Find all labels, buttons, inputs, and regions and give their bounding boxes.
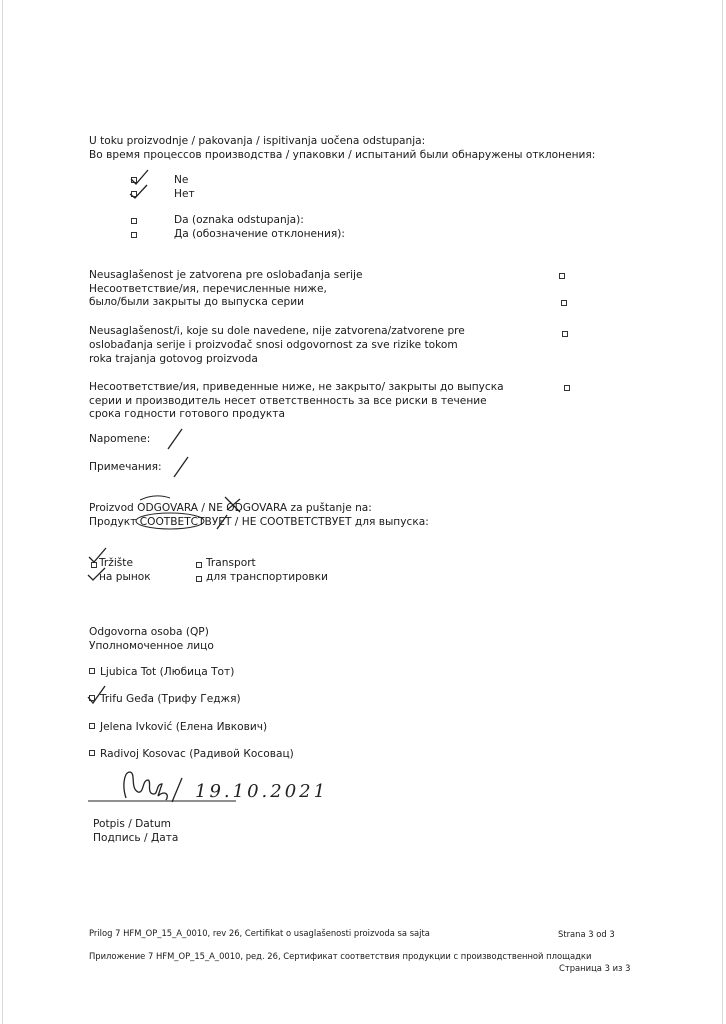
footer-page-sr: Strana 3 od 3	[558, 929, 615, 939]
checkbox-qp-person-3[interactable]	[89, 723, 95, 729]
footer-ru: Приложение 7 HFM_OP_15_A_0010, ред. 26, Сертификат соответствия продукции с производственной площадки	[89, 951, 592, 961]
deviation-no-sr: Ne	[174, 174, 189, 186]
checkbox-deviation-yes-ru[interactable]	[131, 232, 137, 238]
qp-person-2-name: Trifu Geđa (Трифу Геджя)	[100, 693, 241, 705]
nonconformity-b-sr1: Neusaglašenost/i, koje su dole navedene, nije zatvorena/zatvorene pre	[89, 325, 465, 337]
qp-person-2[interactable]	[89, 693, 241, 706]
signature-label-sr: Potpis / Datum	[93, 818, 171, 830]
qp-person-3-name: Jelena Ivković (Елена Ивкович)	[100, 721, 268, 733]
checkbox-qp-person-1[interactable]	[89, 668, 95, 674]
nonconformity-c-ru3: срока годности готового продукта	[89, 408, 285, 420]
checkbox-transport[interactable]	[196, 562, 202, 568]
nonconformity-c-ru2: серии и производитель несет ответственность за все риски в течение	[89, 395, 487, 407]
deviation-yes-ru: Да (обозначение отклонения):	[174, 228, 345, 240]
release-statement-ru: Продукт СООТВЕТСТВУЕТ / НЕ СООТВЕТСТВУЕТ для выпуска:	[89, 516, 429, 528]
checkbox-nonconformity-b[interactable]	[562, 331, 568, 337]
qp-person-1[interactable]	[89, 666, 234, 679]
checkbox-deviation-yes[interactable]	[131, 218, 137, 224]
notes-label-ru: Примечания:	[89, 461, 162, 473]
handwritten-date: 19.10.2021	[195, 781, 329, 802]
nonconformity-c-ru1: Несоответствие/ия, приведенные ниже, не закрыто/ закрыты до выпуска	[89, 381, 504, 393]
qp-person-4-name: Radivoj Kosovac (Радивой Косовац)	[100, 748, 294, 760]
release-statement-sr: Proizvod ODGOVARA / NE ODGOVARA za puštanje na:	[89, 502, 372, 514]
notes-dash-mark-sr	[164, 427, 188, 451]
qp-person-1-name: Ljubica Tot (Любица Тот)	[100, 666, 235, 678]
release-market-ru: на рынок	[99, 571, 151, 583]
checkbox-nonconformity-c[interactable]	[564, 385, 570, 391]
deviations-question-ru: Во время процессов производства / упаковки / испытаний были обнаружены отклонения:	[89, 149, 596, 161]
qp-person-3[interactable]	[89, 721, 267, 734]
release-transport-sr: Transport	[206, 557, 256, 569]
checkbox-deviation-no-ru[interactable]	[131, 191, 137, 197]
nonconformity-b-sr3: roka trajanja gotovog proizvoda	[89, 353, 258, 365]
scan-right-edge	[722, 0, 723, 1024]
checkbox-market[interactable]	[91, 562, 97, 568]
qp-title-sr: Odgovorna osoba (QP)	[89, 626, 209, 638]
deviations-question-sr: U toku proizvodnje / pakovanja / ispitivanja uočena odstupanja:	[89, 135, 426, 147]
checkbox-transport-ru[interactable]	[196, 576, 202, 582]
qp-title-ru: Уполномоченное лицо	[89, 640, 214, 652]
footer-page-ru: Страница 3 из 3	[559, 963, 631, 973]
qp-person-4[interactable]	[89, 748, 294, 761]
deviation-no-ru: Нет	[174, 188, 195, 200]
checkbox-nonconformity-a-ru[interactable]	[561, 300, 567, 306]
checkbox-deviation-no[interactable]	[131, 177, 137, 183]
scan-left-edge	[2, 0, 3, 1024]
footer-sr: Prilog 7 HFM_OP_15_A_0010, rev 26, Certifikat o usaglašenosti proizvoda sa sajta	[89, 928, 430, 938]
nonconformity-a-ru1: Несоответствие/ия, перечисленные ниже,	[89, 283, 327, 295]
checkbox-qp-person-2[interactable]	[89, 695, 95, 701]
nonconformity-a-sr: Neusaglašenost je zatvorena pre oslobađanja serije	[89, 269, 363, 281]
checkbox-qp-person-4[interactable]	[89, 750, 95, 756]
release-transport-ru: для транспортировки	[206, 571, 328, 583]
deviation-yes-sr: Da (oznaka odstupanja):	[174, 214, 304, 226]
release-market-sr: Tržište	[99, 557, 133, 569]
notes-label-sr: Napomene:	[89, 433, 151, 445]
nonconformity-a-ru2: было/были закрыты до выпуска серии	[89, 296, 305, 308]
signature-label-ru: Подпись / Дата	[93, 832, 179, 844]
checkmark-deviation-no	[126, 167, 156, 207]
notes-dash-mark-ru	[170, 455, 194, 479]
nonconformity-b-sr2: oslobađanja serije i proizvođač snosi odgovornost za sve rizike tokom	[89, 339, 458, 351]
checkbox-nonconformity-a-sr[interactable]	[559, 273, 565, 279]
